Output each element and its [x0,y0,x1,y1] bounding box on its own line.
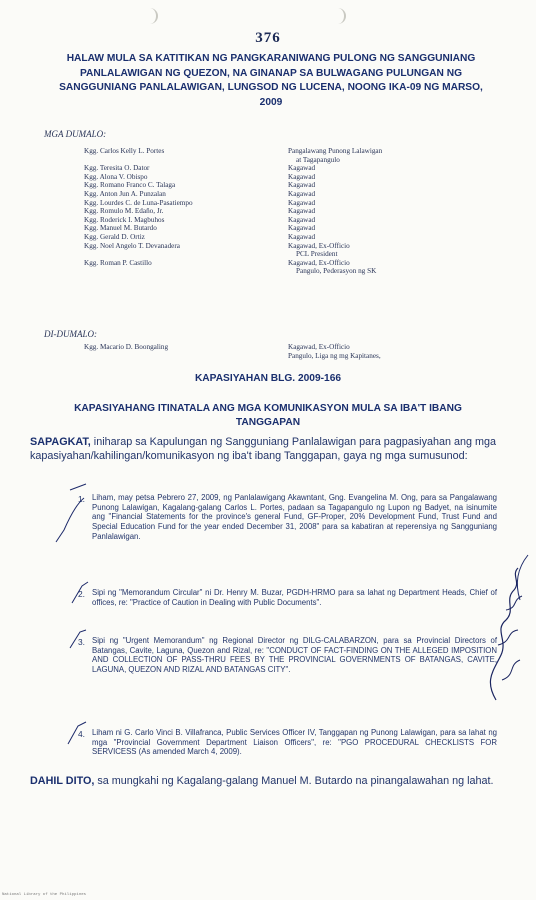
footer-watermark: National Library of the Philippines [2,893,87,897]
closing-lead: DAHIL DITO, [30,775,95,787]
checkmark-1 [56,484,86,542]
whereas-lead: SAPAGKAT, [30,436,91,448]
attendee-name: Kgg. Roderick I. Magbuhos [84,215,165,224]
absent-label: DI-DUMALO: [44,329,97,339]
attendee-name: Kgg. Noel Angelo T. Devanadera [84,241,180,250]
document-header: HALAW MULA SA KATITIKAN NG PANGKARANIWANG PULONG NG SANGGUNIANG PANLALAWIGAN NG QUEZON, NA GINANAP SA BULWAGANG PULUNGAN NG SANGGUNIANG PANLALAWIGAN, LUNGSOD NG LUCENA, NOONG IKA-09 NG MARSO, 2009 [59,53,483,108]
attendee-role: Kagawad [288,207,316,216]
whereas-paragraph [30,436,500,463]
item-number: 3. [78,637,85,647]
punch-mark-right [330,8,346,24]
item-number: 2. [78,589,85,599]
attendee-name: Kgg. Lourdes C. de Luna-Pasatiempo [84,198,193,207]
item-text: Sipi ng "Urgent Memorandum" ng Regional Director ng DILG-CALABARZON, para sa Provincial Directors of Batangas, Cavite, Laguna, Quezon and Rizal, re: "CONDUCT OF FACT-FINDING ON THE ALLEGED IMPOSITION AND COLLECTION OF PASS-THRU FEES BY THE PROVINCIAL GOVERNMENTS OF BATANGAS, CAVITE, LAGUNA, QUEZON AND RIZAL AND BATANGAS CITY". [92,636,497,675]
page-number: 376 [255,30,281,46]
absent-role: Kagawad, Ex-Officio [288,343,350,351]
attendee-name: Kgg. Teresita O. Dator [84,164,150,173]
attendee-role: Kagawad [288,224,316,233]
item-number: 1. [78,494,85,504]
attendee-name: Kgg. Carlos Kelly L. Portes [84,147,165,155]
attendee-role-detail: Pangulo, Pederasyon ng SK [296,267,377,276]
attendee-role-detail: at Tagapangulo [296,155,340,164]
attendee-role: Kagawad [288,190,316,198]
attendee-name: Kgg. Romulo M. Edaño, Jr. [84,207,164,216]
attendee-name: Kgg. Anton Jun A. Punzalan [84,190,166,198]
attendee-role: Kagawad [288,172,316,181]
attendee-role: Kagawad [288,164,316,173]
whereas-text: iniharap sa Kapulungan ng Sangguniang Panlalawigan para pagpasiyahan ang mga kapasiyahan/kahilingan/komunikasyon ng iba't ibang Tanggapan, gaya ng mga sumusunod: [30,436,496,462]
resolution-title: KAPASIYAHANG ITINATALA ANG MGA KOMUNIKASYON MULA SA IBA'T IBANG TANGGAPAN [74,403,462,428]
punch-mark-left [142,8,158,24]
item-text: Liham ni G. Carlo Vinci B. Villafranca, Public Services Officer IV, Tanggapan ng Punong Lalawigan, para sa lahat ng mga "Provincial Government Department Liaison Officers", re: "PGO PROCEDURAL CHECKLISTS FOR SERVICESS (As amended March 4, 2009). [92,728,497,757]
attendee-role: Kagawad [288,215,316,224]
attendee-role: Kagawad, Ex-Officio [288,241,350,250]
attendee-role: Pangalawang Punong Lalawigan [288,147,383,155]
attendee-name: Kgg. Gerald D. Ortiz [84,233,145,241]
attendee-role-detail: PCL President [296,250,338,259]
attendee-name: Kgg. Roman P. Castillo [84,258,152,267]
resolution-number: KAPASIYAHAN BLG. 2009-166 [194,373,342,384]
attendee-role: Kagawad [288,181,316,190]
item-text: Sipi ng "Memorandum Circular" ni Dr. Henry M. Buzar, PGDH-HRMO para sa lahat ng Department Heads, Chief of offices, re: "Practice of Caution in Dealing with Public Documents". [92,588,497,607]
attendee-name: Kgg. Romano Franco C. Talaga [84,181,176,190]
attendee-name: Kgg. Alona V. Obispo [84,172,148,181]
absent-name: Kgg. Macario D. Boongaling [84,343,169,351]
closing-text: sa mungkahi ng Kagalang-galang Manuel M. Butardo na pinangalawahan ng lahat. [97,775,494,787]
attendee-role: Kagawad, Ex-Officio [288,258,350,267]
attendee-role: Kagawad [288,198,316,207]
attendee-name: Kgg. Manuel M. Butardo [84,224,157,233]
signature-image [476,560,536,710]
item-number: 4. [78,729,85,739]
present-label: MGA DUMALO: [44,129,107,139]
absent-role-detail: Pangulo, Liga ng mg Kapitanes, [288,351,381,360]
item-text: Liham, may petsa Pebrero 27, 2009, ng Panlalawigang Akawntant, Gng. Evangelina M. Ong, para sa Pangalawang Punong Lalawigan, Kagalang-galang Carlos L. Portes, padaan sa Tagapangulo ng Lupon ng Badyet, na isinumite ang "Financial Statements for the province's general Fund, GF-Proper, 20% Development Fund, Trust Fund and Special Education Fund for the year ended December 31, 2008" para sa kabatiran at reperensiya ng Sangguniang Panlalawigan. [92,493,497,541]
closing-paragraph [30,775,500,789]
attendee-role: Kagawad [288,233,316,241]
